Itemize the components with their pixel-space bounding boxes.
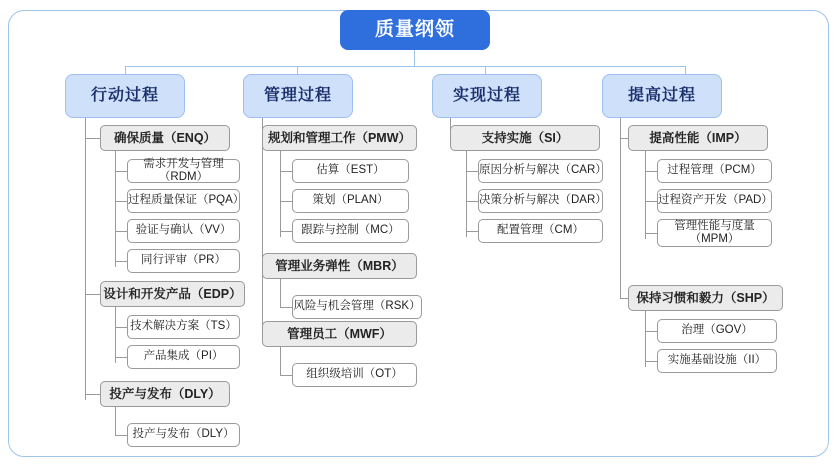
item-3-1-2[interactable]: 决策分析与解决（DAR）	[478, 189, 603, 213]
group-2-2[interactable]: 管理业务弹性（MBR）	[262, 253, 417, 279]
item-3-1-3[interactable]: 配置管理（CM）	[478, 219, 603, 243]
connector-title-bus	[125, 66, 685, 67]
group-2-1[interactable]: 规划和管理工作（PMW）	[262, 125, 417, 151]
item-2-3-1[interactable]: 组织级培训（OT）	[292, 363, 417, 387]
connector-g23-c1	[280, 375, 292, 376]
group-4-1[interactable]: 提高性能（IMP）	[628, 125, 768, 151]
connector-col3-stem	[485, 66, 486, 74]
item-1-2-2[interactable]: 产品集成（PI）	[127, 345, 240, 369]
group-1-3[interactable]: 投产与发布（DLY）	[100, 381, 230, 407]
connector-g41-c2	[645, 201, 657, 202]
category-header-2[interactable]: 管理过程	[243, 74, 353, 118]
connector-g41-c3	[645, 233, 657, 234]
connector-g12-c2	[115, 357, 127, 358]
connector-g31-c3	[466, 231, 478, 232]
connector-g11-c2	[115, 201, 127, 202]
connector-col4-g1	[620, 138, 628, 139]
connector-g11-c4	[115, 261, 127, 262]
item-3-1-1[interactable]: 原因分析与解决（CAR）	[478, 159, 603, 183]
diagram-title: 质量纲领	[340, 10, 490, 50]
connector-g21-c2	[280, 201, 292, 202]
group-1-2[interactable]: 设计和开发产品（EDP）	[100, 281, 245, 307]
item-2-1-3[interactable]: 跟踪与控制（MC）	[292, 219, 409, 243]
item-4-1-2[interactable]: 过程资产开发（PAD）	[657, 189, 772, 213]
connector-g13-c1	[115, 435, 127, 436]
category-header-4[interactable]: 提高过程	[602, 74, 722, 118]
connector-g12-spine	[115, 307, 116, 363]
connector-g11-spine	[115, 151, 116, 267]
connector-col1-g1	[85, 138, 100, 139]
connector-g22-c1	[280, 307, 292, 308]
item-1-1-3[interactable]: 验证与确认（VV）	[127, 219, 240, 243]
connector-g31-c1	[466, 171, 478, 172]
item-2-1-1[interactable]: 估算（EST）	[292, 159, 409, 183]
item-2-2-1[interactable]: 风险与机会管理（RSK）	[292, 295, 422, 319]
item-4-2-2[interactable]: 实施基础设施（II）	[657, 349, 777, 373]
group-2-3[interactable]: 管理员工（MWF）	[262, 321, 417, 347]
category-header-3[interactable]: 实现过程	[432, 74, 542, 118]
connector-col4-spine	[620, 118, 621, 298]
connector-col1-stem	[125, 66, 126, 74]
connector-g11-c3	[115, 231, 127, 232]
connector-g41-spine	[645, 151, 646, 239]
item-4-1-1[interactable]: 过程管理（PCM）	[657, 159, 772, 183]
connector-g31-spine	[466, 151, 467, 237]
connector-col1-spine	[85, 118, 86, 400]
connector-col4-g2	[620, 298, 628, 299]
item-2-1-2[interactable]: 策划（PLAN）	[292, 189, 409, 213]
item-4-1-3[interactable]: 管理性能与度量（MPM）	[657, 219, 772, 247]
connector-col4-stem	[685, 66, 686, 74]
connector-g13-spine	[115, 407, 116, 435]
connector-g41-c1	[645, 171, 657, 172]
connector-col2-stem	[297, 66, 298, 74]
connector-g23-spine	[280, 347, 281, 375]
item-1-1-1[interactable]: 需求开发与管理（RDM）	[127, 159, 240, 183]
connector-g42-c2	[645, 361, 657, 362]
connector-g31-c2	[466, 201, 478, 202]
connector-col1-g2	[85, 294, 100, 295]
connector-col1-g3	[85, 394, 100, 395]
item-1-1-2[interactable]: 过程质量保证（PQA）	[127, 189, 240, 213]
item-1-2-1[interactable]: 技术解决方案（TS）	[127, 315, 240, 339]
connector-g22-spine	[280, 279, 281, 307]
connector-g12-c1	[115, 327, 127, 328]
item-4-2-1[interactable]: 治理（GOV）	[657, 319, 777, 343]
group-3-1[interactable]: 支持实施（SI）	[450, 125, 600, 151]
group-1-1[interactable]: 确保质量（ENQ）	[100, 125, 230, 151]
connector-col2-spine	[262, 118, 263, 340]
connector-g21-spine	[280, 151, 281, 237]
connector-title-stem	[414, 50, 415, 66]
connector-g11-c1	[115, 171, 127, 172]
item-1-3-1[interactable]: 投产与发布（DLY）	[127, 423, 240, 447]
category-header-1[interactable]: 行动过程	[65, 74, 185, 118]
group-4-2[interactable]: 保持习惯和毅力（SHP）	[628, 285, 783, 311]
connector-g21-c3	[280, 231, 292, 232]
connector-g42-c1	[645, 331, 657, 332]
connector-g42-spine	[645, 311, 646, 367]
item-1-1-4[interactable]: 同行评审（PR）	[127, 249, 240, 273]
connector-g21-c1	[280, 171, 292, 172]
